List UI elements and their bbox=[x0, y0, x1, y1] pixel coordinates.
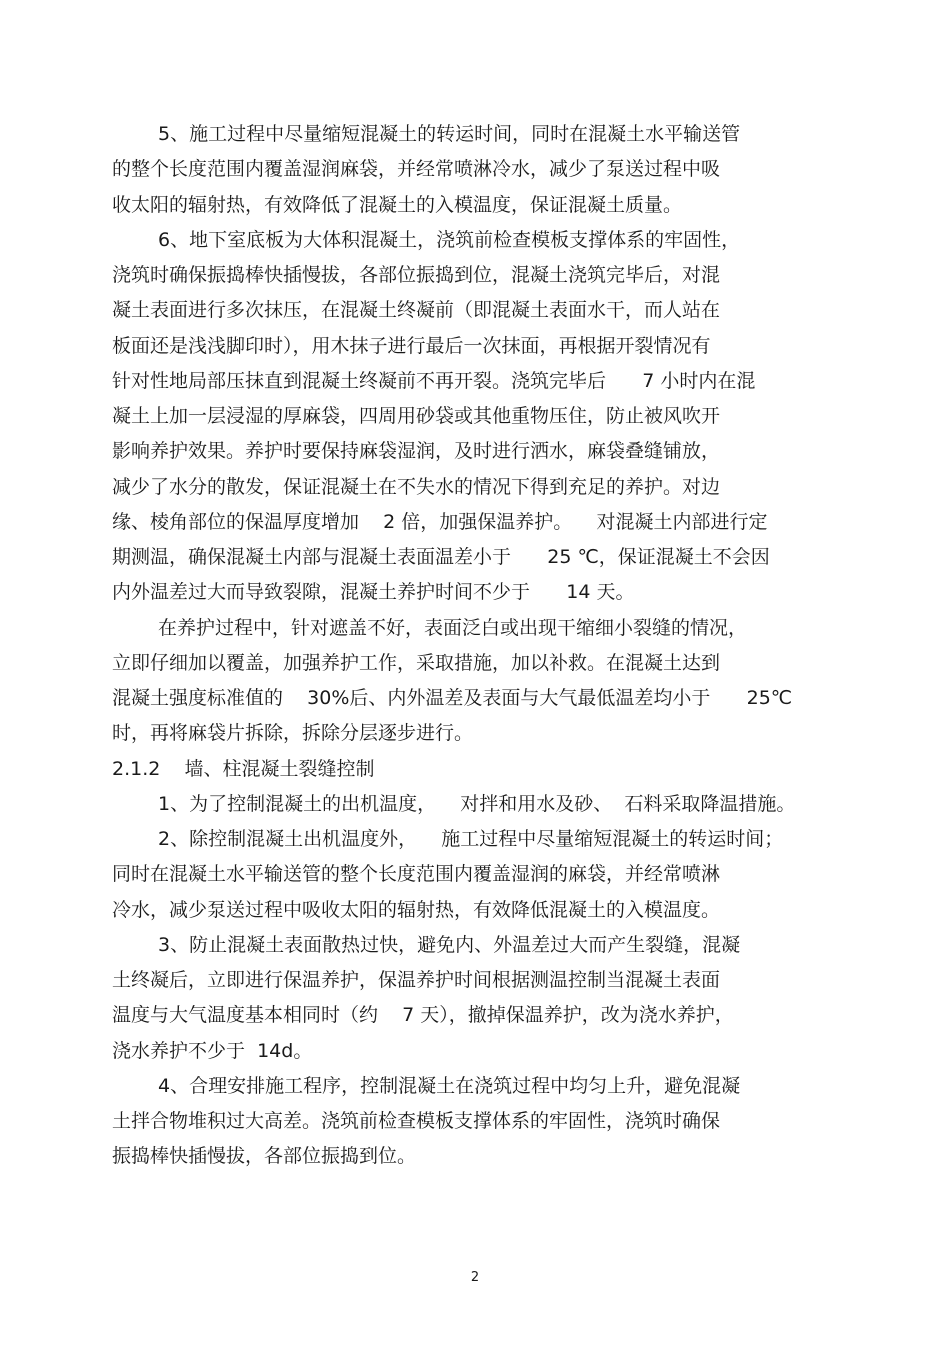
paragraph-line: 内外温差过大而导致裂隙，混凝土养护时间不少于 14 天。 bbox=[112, 581, 635, 603]
paragraph-line: 凝土上加一层浸湿的厚麻袋，四周用砂袋或其他重物压住，防止被风吹开 bbox=[112, 405, 721, 427]
paragraph-line: 缘、棱角部位的保温厚度增加 2 倍，加强保温养护。 对混凝土内部进行定 bbox=[112, 511, 768, 533]
paragraph-line: 影响养护效果。养护时要保持麻袋湿润，及时进行洒水，麻袋叠缝铺放， bbox=[112, 440, 721, 462]
paragraph-line: 6、地下室底板为大体积混凝土，浇筑前检查模板支撑体系的牢固性， bbox=[158, 229, 741, 251]
page-number: 2 bbox=[470, 1270, 480, 1285]
paragraph-line: 时，再将麻袋片拆除，拆除分层逐步进行。 bbox=[112, 722, 474, 744]
paragraph-line: 土终凝后，立即进行保温养护，保温养护时间根据测温控制当混凝土表面 bbox=[112, 969, 721, 991]
paragraph-line: 凝土表面进行多次抹压，在混凝土终凝前（即混凝土表面水干，而人站在 bbox=[112, 299, 721, 321]
paragraph-line: 收太阳的辐射热，有效降低了混凝土的入模温度，保证混凝土质量。 bbox=[112, 194, 683, 216]
paragraph-line: 1、为了控制混凝土的出机温度， 对拌和用水及砂、 石料采取降温措施。 bbox=[158, 793, 796, 815]
paragraph-line: 浇筑时确保振捣棒快插慢拔，各部位振捣到位，混凝土浇筑完毕后，对混 bbox=[112, 264, 721, 286]
paragraph-line: 温度与大气温度基本相同时（约 7 天），撤掉保温养护，改为浇水养护， bbox=[112, 1004, 734, 1026]
paragraph-line: 立即仔细加以覆盖，加强养护工作，采取措施，加以补救。在混凝土达到 bbox=[112, 652, 721, 674]
paragraph-line: 2、除控制混凝土出机温度外， 施工过程中尽量缩短混凝土的转运时间； bbox=[158, 828, 784, 850]
paragraph-line: 振捣棒快插慢拔，各部位振捣到位。 bbox=[112, 1145, 417, 1167]
paragraph-line: 混凝土强度标准值的 30%后、内外温差及表面与大气最低温差均小于 25℃ bbox=[112, 687, 793, 709]
paragraph-line: 冷水，减少泵送过程中吸收太阳的辐射热，有效降低混凝土的入模温度。 bbox=[112, 899, 721, 921]
paragraph-line: 的整个长度范围内覆盖湿润麻袋，并经常喷淋冷水，减少了泵送过程中吸 bbox=[112, 158, 721, 180]
paragraph-line: 3、防止混凝土表面散热过快，避免内、外温差过大而产生裂缝，混凝 bbox=[158, 934, 741, 956]
paragraph-line: 针对性地局部压抹直到混凝土终凝前不再开裂。浇筑完毕后 7 小时内在混 bbox=[112, 370, 756, 392]
paragraph-line: 期测温，确保混凝土内部与混凝土表面温差小于 25 ℃，保证混凝土不会因 bbox=[112, 546, 770, 568]
paragraph-line: 浇水养护不少于 14d。 bbox=[112, 1040, 313, 1062]
section-heading: 2.1.2 墙、柱混凝土裂缝控制 bbox=[112, 758, 375, 780]
paragraph-line: 5、施工过程中尽量缩短混凝土的转运时间，同时在混凝土水平输送管 bbox=[158, 123, 741, 145]
paragraph-line: 4、合理安排施工程序，控制混凝土在浇筑过程中均匀上升，避免混凝 bbox=[158, 1075, 741, 1097]
paragraph-line: 减少了水分的散发，保证混凝土在不失水的情况下得到充足的养护。对边 bbox=[112, 476, 721, 498]
paragraph-line: 板面还是浅浅脚印时），用木抹子进行最后一次抹面，再根据开裂情况有 bbox=[112, 335, 711, 357]
paragraph-line: 土拌合物堆积过大高差。浇筑前检查模板支撑体系的牢固性，浇筑时确保 bbox=[112, 1110, 721, 1132]
paragraph-line: 在养护过程中，针对遮盖不好，表面泛白或出现干缩细小裂缝的情况， bbox=[158, 617, 748, 639]
paragraph-line: 同时在混凝土水平输送管的整个长度范围内覆盖湿润的麻袋，并经常喷淋 bbox=[112, 863, 721, 885]
